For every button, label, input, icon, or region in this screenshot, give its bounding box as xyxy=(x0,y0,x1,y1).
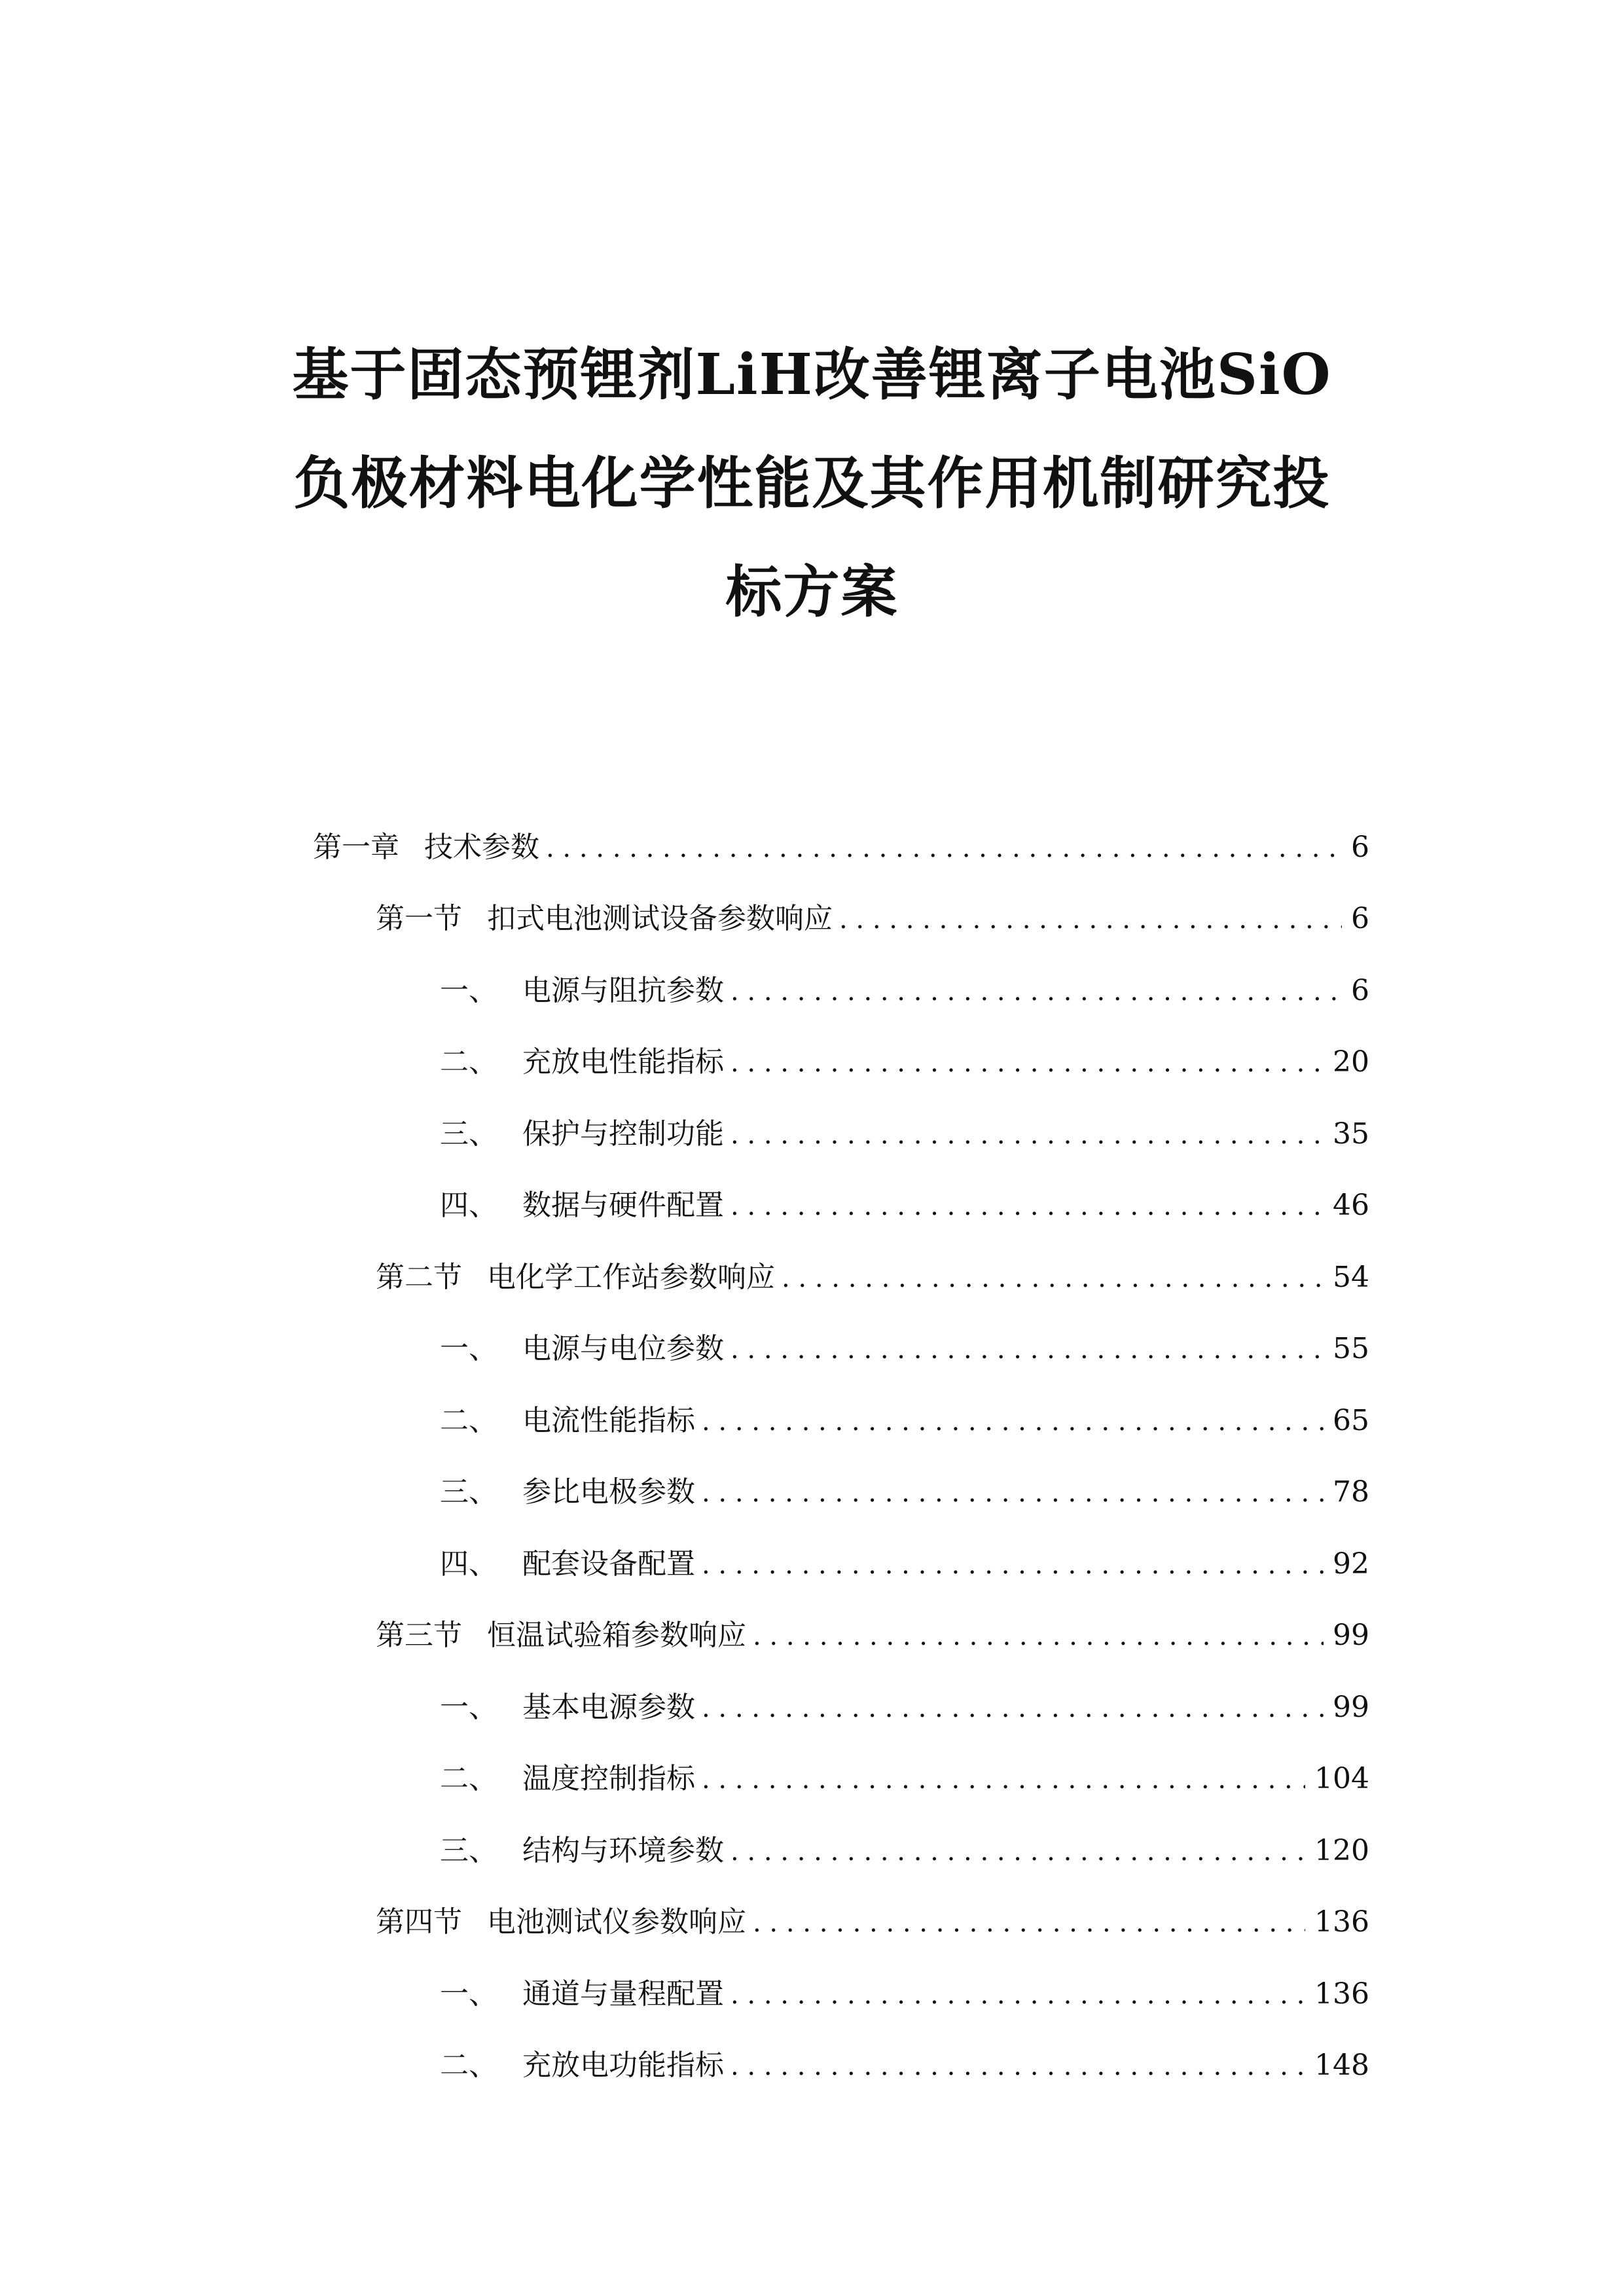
toc-entry-title: 电流性能指标 xyxy=(522,1403,695,1437)
toc-entry-row xyxy=(440,1755,1369,1797)
toc-dot-leader xyxy=(753,1621,1324,1651)
toc-page-number: 104 xyxy=(1314,1762,1369,1796)
toc-entry-number: 二、 xyxy=(440,1045,497,1079)
toc-entry-title: 电源与阻抗参数 xyxy=(522,973,724,1007)
toc-entry[interactable] xyxy=(0,1955,1624,2027)
toc-entry-title: 通道与量程配置 xyxy=(522,1977,724,2011)
toc-page-number: 136 xyxy=(1314,1977,1369,2011)
toc-dot-leader xyxy=(702,1478,1324,1508)
toc-entry-number: 第四节 xyxy=(376,1905,462,1939)
toc-entry-title: 保护与控制功能 xyxy=(522,1117,724,1151)
toc-entry-number: 四、 xyxy=(440,1547,497,1581)
toc-entry-title: 电化学工作站参数响应 xyxy=(487,1260,775,1294)
toc-page-number: 99 xyxy=(1333,1619,1369,1653)
toc-page-number: 6 xyxy=(1351,973,1369,1007)
toc-dot-leader xyxy=(702,1693,1324,1723)
toc-entry[interactable] xyxy=(0,1668,1624,1740)
toc-entry[interactable] xyxy=(0,1525,1624,1597)
toc-entry[interactable] xyxy=(0,1167,1624,1239)
toc-entry[interactable] xyxy=(0,1597,1624,1669)
toc-entry-title: 基本电源参数 xyxy=(522,1690,695,1724)
toc-dot-leader xyxy=(731,1335,1324,1365)
toc-entry-number: 第二节 xyxy=(376,1260,462,1294)
toc-entry-number: 三、 xyxy=(440,1475,497,1509)
toc-page-number: 92 xyxy=(1333,1547,1369,1581)
toc-entry-number: 一、 xyxy=(440,1332,497,1366)
document-title xyxy=(249,321,1375,647)
toc-dot-leader xyxy=(731,1980,1305,2010)
toc-dot-leader xyxy=(731,1048,1324,1078)
toc-page-number: 65 xyxy=(1333,1403,1369,1437)
toc-entry-row xyxy=(440,1110,1369,1152)
toc-page-number: 120 xyxy=(1314,1833,1369,1867)
toc-page-number: 6 xyxy=(1351,830,1369,864)
toc-entry[interactable] xyxy=(0,1095,1624,1167)
toc-entry-number: 第三节 xyxy=(376,1619,462,1653)
toc-entry-title: 参比电极参数 xyxy=(522,1475,695,1509)
toc-dot-leader xyxy=(731,1837,1305,1867)
toc-dot-leader xyxy=(546,833,1342,863)
toc-entry-title: 温度控制指标 xyxy=(522,1762,695,1796)
toc-entry-row xyxy=(313,823,1369,865)
toc-entry-number: 二、 xyxy=(440,2049,497,2083)
toc-entry-row xyxy=(440,2041,1369,2083)
title-line: 基于固态预锂剂LiH改善锂离子电池SiO xyxy=(292,342,1332,408)
toc-entry-title: 结构与环境参数 xyxy=(522,1833,724,1867)
toc-dot-leader xyxy=(839,905,1342,935)
toc-entry-title: 配套设备配置 xyxy=(522,1547,695,1581)
toc-entry-title: 技术参数 xyxy=(424,830,539,864)
toc-entry-row xyxy=(440,1970,1369,2012)
toc-dot-leader xyxy=(702,1550,1324,1580)
toc-entry-row xyxy=(376,1253,1369,1295)
toc-entry-row xyxy=(440,1397,1369,1439)
toc-entry[interactable] xyxy=(0,1024,1624,1096)
toc-entry-title: 充放电功能指标 xyxy=(522,2049,724,2083)
toc-entry-title: 扣式电池测试设备参数响应 xyxy=(487,902,833,936)
toc-dot-leader xyxy=(702,1765,1305,1795)
toc-page-number: 78 xyxy=(1333,1475,1369,1509)
toc-page-number: 54 xyxy=(1333,1260,1369,1294)
title-line: 负极材料电化学性能及其作用机制研究投 xyxy=(293,450,1331,516)
toc-entry-number: 一、 xyxy=(440,1690,497,1724)
toc-entry-row xyxy=(440,1827,1369,1869)
toc-entry-row xyxy=(376,895,1369,937)
toc-entry[interactable] xyxy=(0,1740,1624,1812)
toc-entry-number: 第一章 xyxy=(313,830,399,864)
toc-entry-title: 数据与硬件配置 xyxy=(522,1189,724,1223)
toc-entry[interactable] xyxy=(0,1454,1624,1526)
toc-entry-title: 电源与电位参数 xyxy=(522,1332,724,1366)
toc-entry-number: 二、 xyxy=(440,1403,497,1437)
toc-page-number: 20 xyxy=(1333,1045,1369,1079)
toc-dot-leader xyxy=(753,1908,1305,1938)
toc-dot-leader xyxy=(731,2051,1305,2081)
toc-entry-title: 充放电性能指标 xyxy=(522,1045,724,1079)
toc-entry[interactable] xyxy=(0,1884,1624,1956)
toc-dot-leader xyxy=(731,977,1342,1007)
toc-page-number: 148 xyxy=(1314,2049,1369,2083)
toc-entry-number: 三、 xyxy=(440,1117,497,1151)
toc-page-number: 35 xyxy=(1333,1117,1369,1151)
toc-entry-row xyxy=(440,967,1369,1009)
toc-entry-number: 三、 xyxy=(440,1833,497,1867)
toc-entry-number: 四、 xyxy=(440,1189,497,1223)
toc-entry-row xyxy=(440,1540,1369,1582)
toc-entry[interactable] xyxy=(0,1812,1624,1884)
toc-entry-number: 一、 xyxy=(440,1977,497,2011)
toc-page-number: 55 xyxy=(1333,1332,1369,1366)
toc-entry-number: 二、 xyxy=(440,1762,497,1796)
toc-page-number: 6 xyxy=(1351,902,1369,936)
toc-entry[interactable] xyxy=(0,952,1624,1024)
toc-entry[interactable] xyxy=(0,1310,1624,1382)
toc-entry[interactable] xyxy=(0,1238,1624,1310)
toc-entry-row xyxy=(440,1038,1369,1080)
toc-dot-leader xyxy=(782,1263,1324,1293)
toc-entry-number: 第一节 xyxy=(376,902,462,936)
table-of-contents xyxy=(0,808,1624,2098)
toc-entry-row xyxy=(376,1898,1369,1940)
toc-entry-title: 恒温试验箱参数响应 xyxy=(487,1619,746,1653)
toc-entry[interactable] xyxy=(0,2027,1624,2099)
toc-entry-title: 电池测试仪参数响应 xyxy=(487,1905,746,1939)
toc-entry[interactable] xyxy=(0,1382,1624,1454)
toc-page-number: 136 xyxy=(1314,1905,1369,1939)
toc-dot-leader xyxy=(731,1120,1324,1150)
toc-entry[interactable] xyxy=(0,880,1624,952)
toc-entry[interactable] xyxy=(0,808,1624,880)
toc-entry-row xyxy=(440,1181,1369,1223)
toc-entry-number: 一、 xyxy=(440,973,497,1007)
title-line: 标方案 xyxy=(725,559,899,625)
toc-entry-row xyxy=(440,1468,1369,1510)
toc-page-number: 46 xyxy=(1333,1189,1369,1223)
toc-page-number: 99 xyxy=(1333,1690,1369,1724)
toc-entry-row xyxy=(440,1683,1369,1725)
toc-entry-row xyxy=(440,1325,1369,1367)
toc-entry-row xyxy=(376,1611,1369,1653)
toc-dot-leader xyxy=(731,1191,1324,1221)
toc-dot-leader xyxy=(702,1407,1324,1437)
